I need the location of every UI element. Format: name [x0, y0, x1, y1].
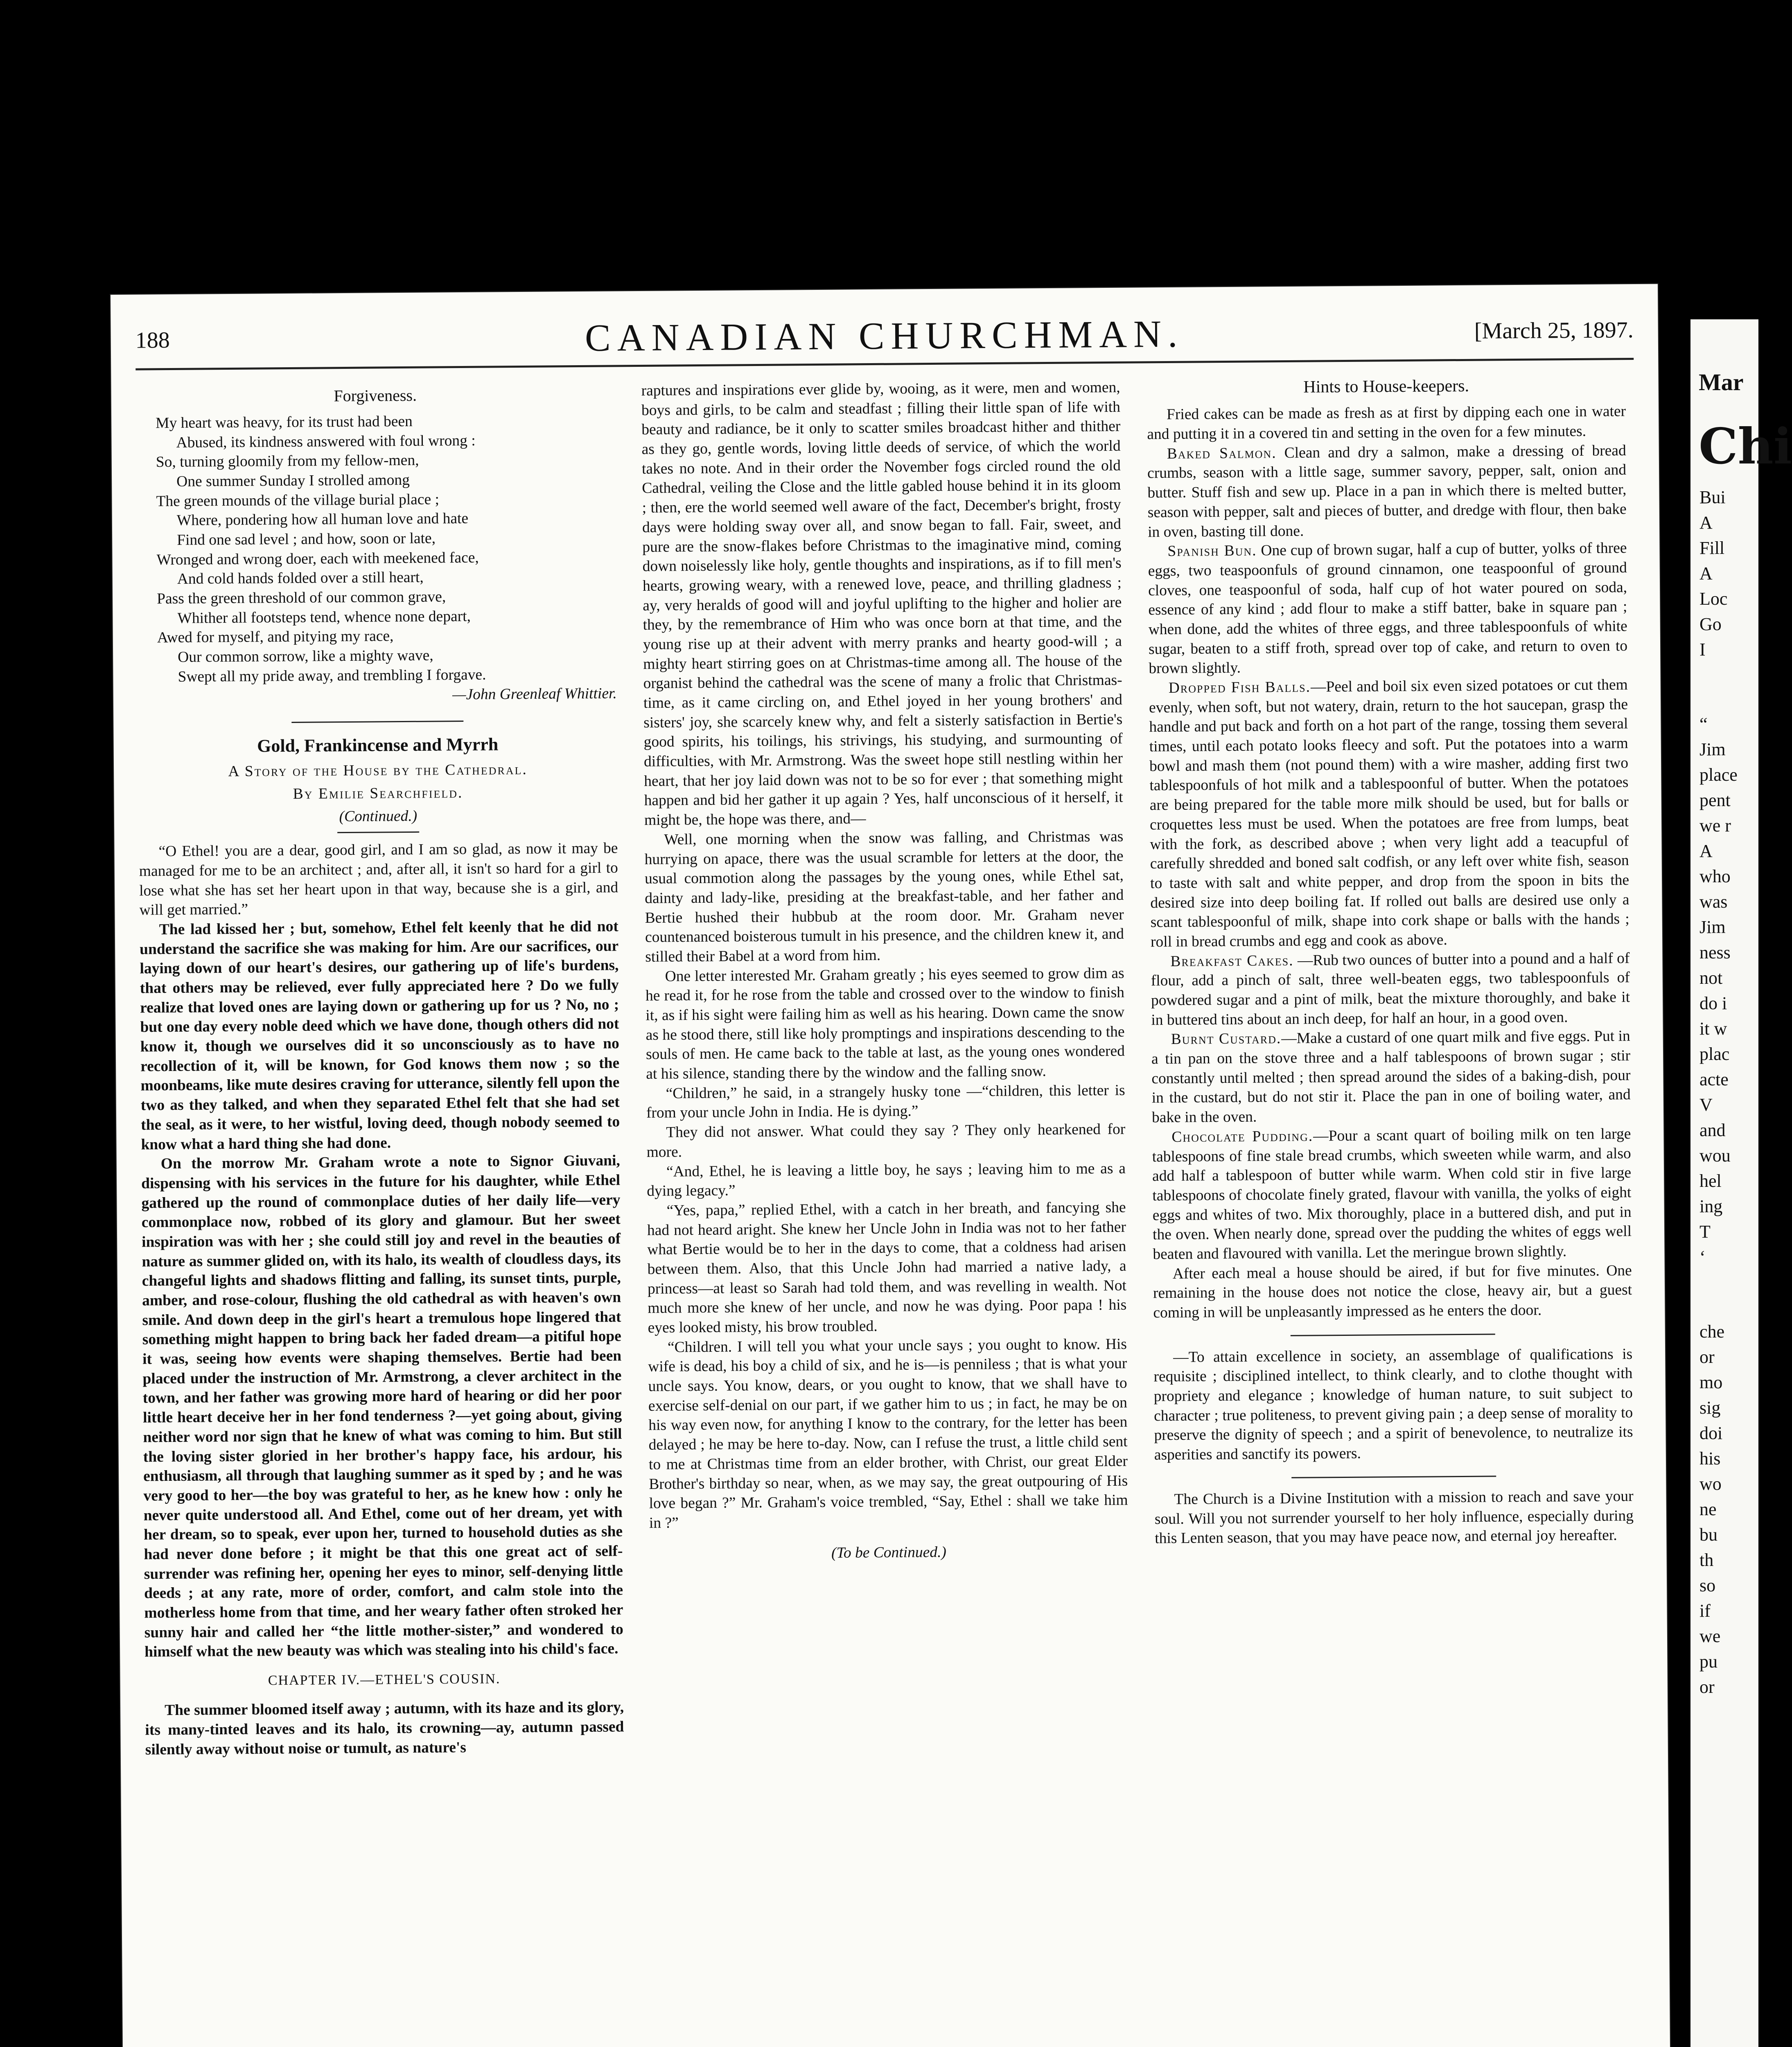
- adjacent-page-fragment: mo: [1699, 1372, 1723, 1392]
- recipe-text: —Rub two ounces of butter into a pound and a half of flour, add a pinch of salt, three well-beaten eggs, two tablespoonfuls of powdered sugar and a pint of milk, beat the mixture thoroughly, and bake it in buttered tins about an inch deep, for half an hour, in a good oven.: [1151, 949, 1630, 1029]
- adjacent-page-fragment: Jim: [1699, 917, 1726, 937]
- hints-paragraph: Fried cakes can be made as fresh as at first by dipping each one in water and putting it in a covered tin and setting in the oven for a few minutes.: [1147, 403, 1626, 443]
- adjacent-page-fragment: ‘: [1699, 1247, 1706, 1267]
- recipe-paragraph: [1151, 949, 1630, 1030]
- adjacent-page-fragment: Jim: [1699, 739, 1726, 759]
- hints-title: Hints to House-keepers.: [1303, 376, 1469, 397]
- adjacent-page-title: Chi: [1699, 418, 1792, 475]
- story-paragraph: raptures and inspirations ever glide by, wooing, as it were, men and women, boys and girls, to be calm and steadfast ; filling their little span of life with beauty and radiance, be it only to scatter smiles broadcast hither and thither as they go, gentle words, loving little deeds of service, of which the world takes no note. And in their order the November fogs circled round the old Cathedral, veiling the Close and the little gabled house behind it in its gloom ; then, ere the world seemed well aware of the fact, December's bright, frosty days were holding sway over all, and snow began to fall. Fair, sweet, and pure are the snow-flakes before Christmas to the imaginative mind, coming down noiselessly like holy, gentle thoughts and inspirations, as if to fill men's hearts, growing weary, with a renewed love, peace, and thrilling gladness ; ay, very heralds of good will and joyful uplifting to the higher and holier are they, by the remembrance of Him who was once born at that time, and the young rise up at their advent with merry pranks and hearty good-will ; a mighty heart stirring goes on at Christmas-time among all. The house of the organist behind the cathedral was the scene of many a frolic that Christmas-time, as it came circling on, and Ethel joyed in her young brothers' and sisters' joy, she scarcely knew why, and felt a sisterly satisfaction in Bertie's good spirits, his toilings, his strivings, his studying, and surmounting of difficulties, with Mr. Armstrong. Was the sweet hope still nestling within her heart, that her joy laid down was not to be so for ever ; that something might happen and bid her gather it up again ? Yes, half unconscious of it herself, it might be, the hope was there, and—: [641, 379, 1123, 829]
- story-paragraph: “Children,” he said, in a strangely husky tone —“children, this letter is from your uncle John in India. He is dying.”: [646, 1082, 1125, 1122]
- poem-attribution: —John Greenleaf Whittier.: [452, 685, 617, 703]
- adjacent-page-fragment: pent: [1699, 790, 1731, 810]
- adjacent-page-fragment: A: [1699, 563, 1713, 583]
- poem-line: Our common sorrow, like a mighty wave,: [178, 647, 433, 666]
- adjacent-page-fragment: T: [1699, 1222, 1711, 1242]
- adjacent-page-fragment: I: [1699, 639, 1706, 660]
- recipe-title: Spanish Bun.: [1167, 542, 1257, 560]
- divider: [337, 831, 419, 833]
- poem-line: So, turning gloomily from my fellow-men,: [156, 452, 419, 471]
- adjacent-page-fragment: hel: [1699, 1171, 1722, 1191]
- poem-line: Pass the green threshold of our common grave,: [157, 588, 446, 608]
- adjacent-page-fragment: or: [1699, 1677, 1715, 1697]
- adjacent-page-fragment: ing: [1699, 1196, 1723, 1216]
- story-title: Gold, Frankincense and Myrrh: [257, 734, 499, 756]
- recipe-title: Chocolate Pudding.: [1171, 1127, 1314, 1146]
- adjacent-page-fragment: we: [1699, 1626, 1721, 1646]
- poem-body: [136, 410, 617, 687]
- adjacent-page-fragment: do i: [1699, 993, 1727, 1013]
- poem-line: The green mounds of the village burial place ;: [156, 491, 440, 510]
- adjacent-page-fragment: place: [1699, 765, 1738, 785]
- divider: [291, 721, 463, 723]
- recipe-text: One cup of brown sugar, half a cup of butter, yolks of three eggs, two teaspoonfuls of ground cinnamon, one teaspoonful of ground cloves, one teaspoonful of soda, half cup of hot water poured on soda, essence of any kind ; add flour to make a stiff batter, bake in square pan ; when done, add the whites of three eggs, and three tablespoonfuls of white sugar, beaten to a stiff froth, spread over top of cake, and return to oven to brown slightly.: [1148, 540, 1628, 677]
- divider: [1291, 1475, 1496, 1478]
- adjacent-page-header: Mar: [1699, 369, 1744, 395]
- adjacent-page-fragment: Fill: [1699, 538, 1725, 558]
- recipe-title: Breakfast Cakes.: [1170, 952, 1294, 970]
- adjacent-page-fragment: acte: [1699, 1069, 1729, 1089]
- issue-date: [March 25, 1897.: [1474, 317, 1634, 344]
- adjacent-page-fragment: so: [1699, 1575, 1716, 1595]
- poem-line: Find one sad level ; and how, soon or late,: [177, 530, 436, 549]
- recipe-text: Clean and dry a salmon, make a dressing of bread crumbs, season with a little sage, summer savory, pepper, salt, onion and butter. Stuff fish and sew up. Place in a pan in which there is melted butter, season with pepper, salt and pieces of butter, and dredge with flour, then bake in oven, basting till done.: [1147, 442, 1627, 540]
- recipe-title: Baked Salmon.: [1167, 444, 1277, 462]
- adjacent-page-fragment: sig: [1699, 1398, 1721, 1418]
- excellence-paragraph: —To attain excellence in society, an assemblage of qualifications is requisite ; disciplined intellect, to think clearly, and to clothe thought with propriety and elegance ; knowledge of human nature, to suit subject to character ; true politeness, to prevent giving pain ; a deep sense of morality to preserve the dignity of speech ; and a spirit of benevolence, to neutralize its asperities and sanctify its powers.: [1153, 1345, 1633, 1464]
- adjacent-page-fragment: th: [1699, 1550, 1714, 1570]
- adjacent-page-fragment: “: [1699, 714, 1708, 734]
- recipe-text: —Peel and boil six even sized potatoes or cut them evenly, when soft, but not watery, drain, return to the hot saucepan, grasp the handle and put back and forth on a hot part of the range, tossing them several times, until each potato looks fleecy and soft. Put the potatoes into a warm bowl and mash them (not pound them) with a wire masher, adding first two tablespoonfuls of hot milk and a tablespoonful of butter. When the potatoes are being prepared for the table more milk should be used, but for balls or croquettes less must be used. When the potatoes are free from lumps, beat with the fork, as described above ; when very light add a teacupful of carefully shredded and boned salt codfish, or any left over white fish, season to taste with salt and white pepper, and drop from the spoon in bits the desired size into deep boiling fat. If rolled out balls are desired use only a scant tablespoonful of milk, shape into cork shape or balls with the hands ; roll in bread crumbs and egg and cook as above.: [1149, 676, 1630, 951]
- story-paragraph: One letter interested Mr. Graham greatly ; his eyes seemed to grow dim as he read it, for he rose from the table and crossed over to the window to finish it, as if his sight were failing him as well as his hearing. Down came the snow as he stood there, still like holy promptings and inspirations descending to the souls of men. He came back to the table at last, as the young ones wondered at his silence, standing there by the window and the falling snow.: [645, 965, 1125, 1082]
- poem-line: And cold hands folded over a still heart,: [177, 569, 424, 588]
- page-header: [135, 309, 1634, 371]
- story-paragraph: The summer bloomed itself away ; autumn, with its haze and its glory, its many-tinted leaves and its halo, its crowning—ay, autumn passed silently away without noise or tumult, as nature's: [145, 1699, 624, 1758]
- masthead: CANADIAN CHURCHMAN.: [585, 312, 1184, 359]
- adjacent-page-fragment: his: [1699, 1448, 1721, 1469]
- column-2: [641, 378, 1128, 1567]
- column-3: [1147, 374, 1634, 1548]
- story-paragraph: They did not answer. What could they say ? They only hearkened for more.: [646, 1121, 1126, 1161]
- poem-line: Awed for myself, and pitying my race,: [157, 628, 394, 646]
- story-continued-note: (Continued.): [339, 807, 418, 825]
- poem-line: One summer Sunday I strolled among: [176, 471, 410, 490]
- adjacent-page-fragment: V: [1699, 1095, 1713, 1115]
- adjacent-page-fragment: wou: [1699, 1146, 1731, 1166]
- adjacent-page-fragment: bu: [1699, 1525, 1718, 1545]
- to-be-continued: (To be Continued.): [831, 1543, 947, 1561]
- adjacent-page-fragment: Bui: [1699, 487, 1726, 507]
- adjacent-page-fragment: ne: [1699, 1499, 1717, 1519]
- adjacent-page-fragment: was: [1699, 892, 1728, 912]
- column-1: [136, 381, 624, 1759]
- recipe-paragraph: [1151, 1027, 1631, 1128]
- poem-line: Wronged and wrong doer, each with meekened face,: [156, 549, 479, 568]
- adjacent-page-fragment: plac: [1699, 1044, 1730, 1064]
- recipe-text: —Make a custard of one quart milk and five eggs. Put in a tin pan on the stove three and a half tablespoons of brown sugar ; stir constantly until melted ; then spread around the sides of a baking-dish, pour in the custard, but do not stir it. Place the pan in one of boiling water, and bake in the oven.: [1151, 1028, 1631, 1126]
- page-number: 188: [135, 327, 170, 353]
- story-paragraph: The lad kissed her ; but, somehow, Ethel felt keenly that he did not understand the sacrifice she was making for him. Are our sacrifices, our laying down of our heart's desires, our gathering up of life's burdens, that others may be relieved, ever fully appreciated here ? Do we fully realize that loved ones are laying down or gathering up for us ? No, no ; but one day every noble deed which we have done, though others did not know it, though we ourselves did it so unconsciously as to have no recollection of it, will be known, for God knows them now ; so the moonbeams, like mute desires craving for utterance, silently fell upon the two as they talked, and when they separated Ethel felt that she had set the seal, as it were, to her wistful, loving deed, though nobody seemed to know what a hard thing she had done.: [140, 918, 620, 1153]
- story-paragraph: “Yes, papa,” replied Ethel, with a catch in her breath, and fancying she had not heard aright. She knew her Uncle John in India was not to her father what Bertie would be to her in the days to come, that a coldness had arisen between them. Also, that this Uncle John had married a native lady, a princess—at least so Sarah had told them, and was revelling in wealth. Not much more she knew of her uncle, and now he was dying. Poor papa ! his eyes looked misty, his brow troubled.: [647, 1199, 1127, 1336]
- poem-line: Abused, its kindness answered with foul wrong :: [176, 432, 476, 451]
- story-subtitle: A Story of the House by the Cathedral.: [228, 761, 528, 780]
- poem-line: My heart was heavy, for its trust had been: [156, 413, 413, 432]
- recipe-title: Dropped Fish Balls.: [1168, 678, 1311, 697]
- story-byline: By Emilie Searchfield.: [293, 784, 463, 802]
- poem-line: Where, pondering how all human love and hate: [176, 510, 469, 529]
- recipe-text: —Pour a scant quart of boiling milk on ten large tablespoons of fine stale bread crumbs, which sweeten while warm, and also add half a tablespoon of butter while warm. When cold stir in five large tablespoons of chocolate finely grated, flavour with vanilla, the yolks of eight eggs and whites of two. Mix thoroughly, place in a buttered dish, and put in the oven. When nearly done, spread over the pudding the whites of eggs well beaten and flavoured with vanilla. Let the meringue brown slightly.: [1152, 1125, 1632, 1263]
- recipe-title: Burnt Custard.: [1171, 1030, 1282, 1048]
- adjacent-page-fragment: who: [1699, 866, 1731, 886]
- adjacent-page-fragment: Loc: [1699, 589, 1728, 609]
- recipe-paragraph: [1152, 1124, 1632, 1264]
- chapter-heading: CHAPTER IV.—ETHEL'S COUSIN.: [268, 1671, 501, 1688]
- adjacent-page-fragment: and: [1699, 1120, 1726, 1140]
- adjacent-page-fragment: A: [1699, 513, 1713, 533]
- adjacent-page-fragment: it w: [1699, 1019, 1727, 1039]
- poem-title: Forgiveness.: [334, 386, 417, 405]
- recipe-paragraph: [1147, 441, 1627, 542]
- story-paragraph: On the morrow Mr. Graham wrote a note to Signor Giuvani, dispensing with his services in the future for his daughter, while Ethel gathered up the round of commonplace duties of her daily life—very commonplace now, robbed of its glory and glamour. But her sweet inspiration was with her ; she could still joy and revel in the beauties of nature as summer glided on, with its halo, its wealth of cloudless days, its changeful lights and shadows flitting and falling, its sunset tints, purple, amber, and rose-colour, flushing the old cathedral as with heaven's own smile. And down deep in the girl's heart a tremulous hope lingered that something might happen to bring back her faded dream—a pitiful hope it was, seeing how events were shaping themselves. Bertie had been placed under the instruction of Mr. Armstrong, a clever architect in the town, and her father was growing more hard of hearing or did her poor little heart deceive her in her fond tenderness ?—yet going about, giving neither word nor sign that he knew of what was coming to him. But still the loving sister gloried in her brother's happy face, his ardour, his enthusiasm, all through that laughing summer as it sped by ; and he was very good to her—the boy was grateful to her, as he knew how : only he never quite understood all. And Ethel, come out of her dream, yet with her dream, so to speak, ever upon her, turned to household duties as she had never done before ; it might be that this one great act of self-surrender was refining her, opening her eyes to minor, self-denying little deeds ; at any rate, more of order, comfort, and calm stole into the motherless home from that time, and her weary father often stroked her sunny hair and called her “the little mother-sister,” and wondered to himself what the new beauty was which was stealing into his child's face.: [141, 1152, 623, 1661]
- adjacent-page-fragment: we r: [1699, 816, 1731, 836]
- recipe-paragraph: [1149, 675, 1630, 952]
- adjacent-page-fragment: ness: [1699, 942, 1731, 962]
- poem-line: Whither all footsteps tend, whence none depart,: [177, 608, 471, 627]
- adjacent-page-fragment: or: [1699, 1347, 1715, 1367]
- story-paragraph: Well, one morning when the snow was falling, and Christmas was hurrying on apace, there was the usual scramble for letters at the door, the usual commotion along the passages by the young ones, while Ethel sat, dainty and lady-like, presiding at the breakfast-table, and her father and Bertie hushed their hubbub at the room door. Mr. Graham never countenanced boisterous tumult in his presence, and the children knew it, and stilled their Babel at a word from him.: [644, 828, 1124, 965]
- adjacent-page-fragment: if: [1699, 1601, 1711, 1621]
- newspaper-page: [111, 284, 1672, 2047]
- adjacent-page-fragment: che: [1699, 1322, 1725, 1342]
- story-paragraph: “Children. I will tell you what your uncle says ; you ought to know. His wife is dead, his boy a child of six, and he is—is penniless ; that is what your uncle says. You know, dears, or you ought to know, that we shall have to exercise self-denial on our part, if we gather him to us ; in fact, he may be on his way even now, for anything I know to the contrary, for the letter has been delayed ; he may be here to-day. Now, can I refuse the trust, a little child sent to me at Christmas time from an elder brother, with Christ, our great Elder Brother's birthday so near, when, as we may say, the great outpouring of His love began ?” Mr. Graham's voice trembled, “Say, Ethel : shall we take him in ?”: [648, 1335, 1128, 1532]
- adjacent-page-fragment: not: [1699, 968, 1723, 988]
- church-paragraph: The Church is a Divine Institution with a mission to reach and save your soul. Will you not surrender yourself to her holy influence, especially during this Lenten season, that you may have peace now, and eternal joy hereafter.: [1154, 1487, 1634, 1547]
- adjacent-page-fragment: doi: [1699, 1423, 1723, 1443]
- adjacent-page-fragment: wo: [1699, 1474, 1722, 1494]
- divider: [1291, 1333, 1495, 1336]
- poem-line: Swept all my pride away, and trembling I forgave.: [178, 666, 486, 685]
- hints-paragraph: After each meal a house should be aired, if but for five minutes. One remaining in the house does not notice the close, heavy air, but a guest coming in will be unpleasantly impressed as he enters the door.: [1153, 1262, 1632, 1322]
- adjacent-page-fragment: pu: [1699, 1652, 1718, 1672]
- story-paragraph: “And, Ethel, he is leaving a little boy, he says ; leaving him to me as a dying legacy.”: [647, 1160, 1126, 1200]
- recipe-paragraph: [1148, 538, 1627, 678]
- adjacent-page-strip: [1690, 319, 1792, 2047]
- adjacent-page-fragment: Go: [1699, 614, 1722, 634]
- adjacent-page-fragment: A: [1699, 841, 1713, 861]
- story-paragraph: “O Ethel! you are a dear, good girl, and I am so glad, as now it may be managed for me to be an architect ; and, after all, it isn't so hard for a girl to lose what she has set her heart upon in that way, because she is a girl, and will get married.”: [139, 840, 618, 919]
